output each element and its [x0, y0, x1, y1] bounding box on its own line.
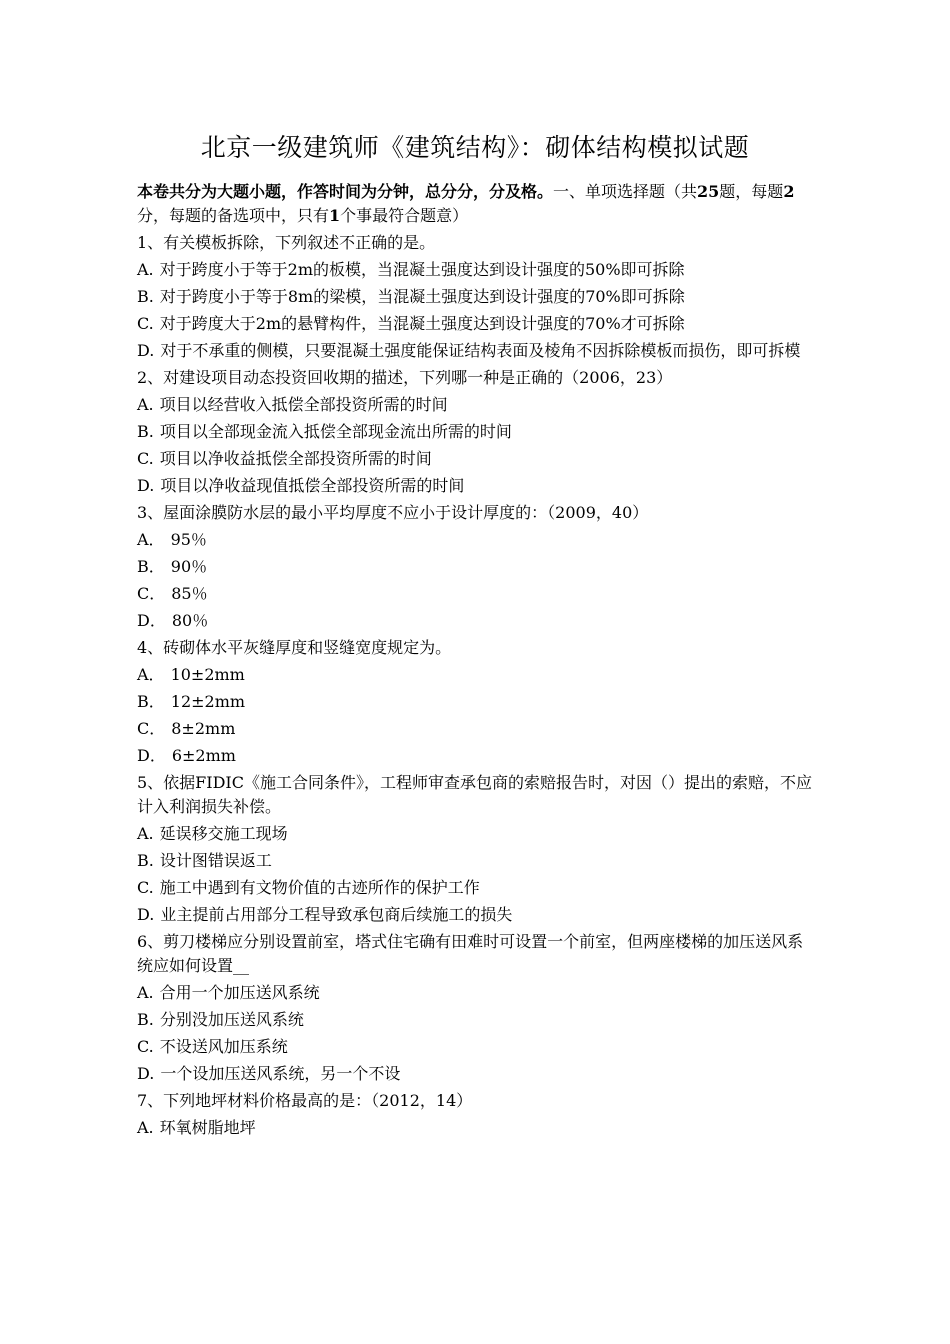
question-item: [137, 771, 813, 927]
answer-option: [137, 1008, 813, 1032]
answer-option: [137, 981, 813, 1005]
question-count: 25: [697, 182, 720, 201]
option-text: 业主提前占用部分工程导致承包商后续施工的损失: [160, 905, 513, 924]
option-text: 施工中遇到有文物价值的古迹所作的保护工作: [159, 878, 480, 897]
option-letter: D.: [137, 905, 155, 924]
answer-option: [137, 393, 813, 417]
option-letter: C．: [137, 719, 166, 738]
option-text: 一个设加压送风系统，另一个不设: [160, 1064, 401, 1083]
option-letter: D．: [137, 611, 166, 630]
document-title: 北京一级建筑师《建筑结构》：砌体结构模拟试题: [200, 133, 750, 162]
question-stem: 4、砖砌体水平灰缝厚度和竖缝宽度规定为。: [137, 638, 452, 657]
option-letter: B．: [137, 557, 165, 576]
answer-option: [137, 822, 813, 846]
option-text: 不设送风加压系统: [159, 1037, 288, 1056]
option-letter: C.: [137, 878, 154, 897]
instructions-text: 题，每题: [719, 182, 784, 201]
option-text: 分别没加压送风系统: [159, 1010, 304, 1029]
option-text: 95％: [170, 530, 207, 549]
option-text: 6±2mm: [171, 746, 236, 765]
answer-option: [137, 663, 813, 687]
question-item: [137, 1089, 813, 1140]
option-letter: A.: [137, 824, 154, 843]
option-letter: A.: [137, 983, 154, 1002]
option-text: 8±2mm: [171, 719, 236, 738]
option-letter: A．: [137, 530, 165, 549]
answer-option: [137, 876, 813, 900]
question-stem: 1、有关模板拆除，下列叙述不正确的是。: [137, 233, 436, 252]
answer-option: [137, 744, 813, 768]
answer-option: [137, 312, 813, 336]
answer-option: [137, 1035, 813, 1059]
option-letter: C.: [137, 314, 154, 333]
option-letter: A.: [137, 260, 154, 279]
option-text: 80％: [171, 611, 209, 630]
answer-option: [137, 447, 813, 471]
option-text: 对于跨度小于等于2m的板模，当混凝土强度达到设计强度的50%即可拆除: [159, 260, 685, 279]
option-text: 项目以全部现金流入抵偿全部现金流出所需的时间: [159, 422, 512, 441]
question-stem: 3、屋面涂膜防水层的最小平均厚度不应小于设计厚度的：（2009，40）: [137, 503, 649, 522]
answer-option: [137, 903, 813, 927]
option-letter: D.: [137, 1064, 155, 1083]
document-page: [137, 128, 813, 1143]
option-text: 10±2mm: [170, 665, 245, 684]
question-list: [137, 231, 813, 1140]
option-letter: A．: [137, 665, 165, 684]
question-stem: 2、对建设项目动态投资回收期的描述，下列哪一种是正确的（2006，23）: [137, 368, 673, 387]
points-per-question: 2: [783, 182, 795, 201]
option-text: 项目以净收益现值抵偿全部投资所需的时间: [160, 476, 465, 495]
option-letter: B.: [137, 287, 154, 306]
answer-option: [137, 717, 813, 741]
answer-option: [137, 582, 813, 606]
instructions-text: 个事最符合题意）: [340, 206, 469, 225]
option-text: 对于跨度大于2m的悬臂构件，当混凝土强度达到设计强度的70%才可拆除: [159, 314, 685, 333]
question-stem: 6、剪刀楼梯应分别设置前室，塔式住宅确有田难时可设置一个前室，但两座楼梯的加压送风系统应如何设置__: [137, 932, 804, 975]
option-text: 延误移交施工现场: [159, 824, 288, 843]
option-letter: B.: [137, 1010, 154, 1029]
answer-option: [137, 849, 813, 873]
option-text: 项目以经营收入抵偿全部投资所需的时间: [159, 395, 448, 414]
option-text: 环氧树脂地坪: [159, 1118, 256, 1137]
option-letter: A.: [137, 395, 154, 414]
option-text: 90％: [170, 557, 208, 576]
correct-answer-count: 1: [329, 206, 341, 225]
option-letter: C．: [137, 584, 166, 603]
option-letter: D.: [137, 476, 155, 495]
instructions-section-heading: 一、单项选择题（共: [553, 182, 698, 201]
exam-instructions: [137, 180, 813, 228]
instructions-text: 分，每题的备选项中，只有: [137, 206, 330, 225]
option-text: 合用一个加压送风系统: [159, 983, 320, 1002]
answer-option: [137, 528, 813, 552]
answer-option: [137, 339, 813, 363]
question-item: [137, 366, 813, 498]
option-letter: C.: [137, 1037, 154, 1056]
option-letter: D．: [137, 746, 166, 765]
option-text: 对于跨度小于等于8m的梁模，当混凝土强度达到设计强度的70%即可拆除: [159, 287, 685, 306]
instructions-bold-text: 本卷共分为大题小题，作答时间为分钟，总分分，分及格。: [137, 182, 554, 201]
option-letter: B.: [137, 422, 154, 441]
option-letter: D.: [137, 341, 155, 360]
answer-option: [137, 285, 813, 309]
question-item: [137, 930, 813, 1086]
option-letter: B．: [137, 692, 165, 711]
answer-option: [137, 258, 813, 282]
answer-option: [137, 609, 813, 633]
answer-option: [137, 555, 813, 579]
option-text: 设计图错误返工: [159, 851, 272, 870]
question-stem: 5、依据FIDIC《施工合同条件》，工程师审查承包商的索赔报告时，对因（）提出的索赔，不应计入利润损失补偿。: [137, 773, 812, 816]
option-letter: A.: [137, 1118, 154, 1137]
question-item: [137, 231, 813, 363]
question-item: [137, 501, 813, 633]
option-text: 85％: [171, 584, 208, 603]
option-letter: C.: [137, 449, 154, 468]
answer-option: [137, 420, 813, 444]
answer-option: [137, 1116, 813, 1140]
option-text: 项目以净收益抵偿全部投资所需的时间: [159, 449, 432, 468]
answer-option: [137, 1062, 813, 1086]
option-text: 对于不承重的侧模，只要混凝土强度能保证结构表面及棱角不因拆除模板而损伤，即可拆模: [160, 341, 801, 360]
question-stem: 7、下列地坪材料价格最高的是：（2012，14）: [137, 1091, 473, 1110]
option-letter: B.: [137, 851, 154, 870]
answer-option: [137, 474, 813, 498]
answer-option: [137, 690, 813, 714]
option-text: 12±2mm: [170, 692, 246, 711]
question-item: [137, 636, 813, 768]
